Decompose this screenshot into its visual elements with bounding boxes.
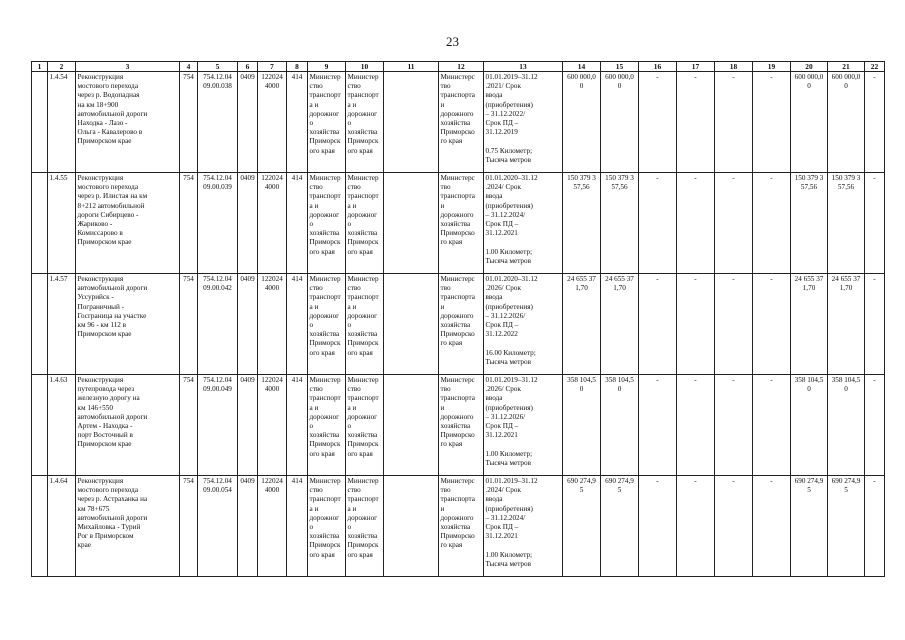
customer: Министер ство транспорт а и дорожног о хозяйства Приморск ого края	[308, 476, 346, 577]
column-header-22: 22	[865, 62, 885, 72]
code-grbs: 754	[180, 274, 198, 375]
column-header-1: 1	[32, 62, 48, 72]
developer: Министер ство транспорт а и дорожног о хозяйства Приморск ого края	[346, 476, 384, 577]
dates-capacity: 01.01.2020–31.12 .2024/ Срок ввода (приобретения) – 31.12.2024/ Срок ПД – 31.12.2021 1.00 Километр; Тысяча метров	[484, 173, 563, 274]
column-header-11: 11	[384, 62, 439, 72]
project-name: Реконструкция путепровода через железную дорогу на км 146+550 автомобильной дороги Артем - Находка - порт Восточный в Приморском крае	[76, 375, 180, 476]
row-number: 1.4.64	[48, 476, 76, 577]
section-code: 0409	[238, 173, 258, 274]
value-19: -	[753, 476, 791, 577]
blank-cell	[384, 375, 439, 476]
object-code: 754.12.04 09.00.038	[198, 72, 238, 173]
column-header-16: 16	[639, 62, 677, 72]
column-header-18: 18	[715, 62, 753, 72]
recipient: Министерс тво транспорта и дорожного хозяйства Приморско го края	[439, 476, 484, 577]
recipient: Министерс тво транспорта и дорожного хозяйства Приморско го края	[439, 274, 484, 375]
value-19: -	[753, 274, 791, 375]
column-header-5: 5	[198, 62, 238, 72]
column-header-17: 17	[677, 62, 715, 72]
table-row	[32, 375, 885, 476]
column-header-3: 3	[76, 62, 180, 72]
value-22: -	[865, 173, 885, 274]
customer: Министер ство транспорт а и дорожног о хозяйства Приморск ого края	[308, 274, 346, 375]
row-blank	[32, 274, 48, 375]
object-code: 754.12.04 09.00.054	[198, 476, 238, 577]
value-20: 600 000,0 0	[791, 72, 828, 173]
customer: Министер ство транспорт а и дорожног о хозяйства Приморск ого края	[308, 375, 346, 476]
column-header-6: 6	[238, 62, 258, 72]
estimated-cost: 600 000,0 0	[563, 72, 601, 173]
table-row	[32, 72, 885, 173]
total-funding: 600 000,0 0	[601, 72, 639, 173]
estimated-cost: 690 274,9 5	[563, 476, 601, 577]
blank-cell	[384, 173, 439, 274]
value-18: -	[715, 72, 753, 173]
code-grbs: 754	[180, 375, 198, 476]
target-item: 122024 4000	[258, 476, 287, 577]
recipient: Министерс тво транспорта и дорожного хозяйства Приморско го края	[439, 375, 484, 476]
project-name: Реконструкция мостового перехода через р. Водопадная на км 18+900 автомобильной дороги Находка - Лазо - Ольга - Кавалерово в Приморском крае	[76, 72, 180, 173]
target-item: 122024 4000	[258, 274, 287, 375]
column-header-2: 2	[48, 62, 76, 72]
section-code: 0409	[238, 375, 258, 476]
recipient: Министерс тво транспорта и дорожного хозяйства Приморско го края	[439, 173, 484, 274]
value-21: 600 000,0 0	[828, 72, 865, 173]
value-19: -	[753, 173, 791, 274]
column-header-9: 9	[308, 62, 346, 72]
developer: Министер ство транспорт а и дорожног о хозяйства Приморск ого края	[346, 375, 384, 476]
expense-type: 414	[287, 274, 308, 375]
row-number: 1.4.55	[48, 173, 76, 274]
table-row	[32, 476, 885, 577]
column-header-21: 21	[828, 62, 865, 72]
value-22: -	[865, 375, 885, 476]
blank-cell	[384, 476, 439, 577]
row-blank	[32, 476, 48, 577]
value-19: -	[753, 72, 791, 173]
developer: Министер ство транспорт а и дорожног о хозяйства Приморск ого края	[346, 173, 384, 274]
total-funding: 24 655 37 1,70	[601, 274, 639, 375]
value-18: -	[715, 375, 753, 476]
total-funding: 150 379 3 57,56	[601, 173, 639, 274]
project-name: Реконструкция мостового перехода через р. Астраханка на км 78+675 автомобильной дороги Михайловка - Турий Рог в Приморском крае	[76, 476, 180, 577]
blank-cell	[384, 72, 439, 173]
value-16: -	[639, 72, 677, 173]
value-18: -	[715, 476, 753, 577]
code-grbs: 754	[180, 72, 198, 173]
expense-type: 414	[287, 72, 308, 173]
value-20: 150 379 3 57,56	[791, 173, 828, 274]
value-16: -	[639, 476, 677, 577]
column-header-4: 4	[180, 62, 198, 72]
expense-type: 414	[287, 375, 308, 476]
dates-capacity: 01.01.2020–31.12 .2026/ Срок ввода (приобретения) – 31.12.2026/ Срок ПД – 31.12.2022 16.00 Километр; Тысяча метров	[484, 274, 563, 375]
value-20: 358 104,5 0	[791, 375, 828, 476]
value-19: -	[753, 375, 791, 476]
project-name: Реконструкция автомобильной дороги Уссурийск - Пограничный - Госграница на участке км 96 - км 112 в Приморском крае	[76, 274, 180, 375]
value-21: 358 104,5 0	[828, 375, 865, 476]
dates-capacity: 01.01.2019–31.12 .2021/ Срок ввода (приобретения) – 31.12.2022/ Срок ПД – 31.12.2019 0.75 Километр; Тысяча метров	[484, 72, 563, 173]
value-16: -	[639, 375, 677, 476]
column-header-8: 8	[287, 62, 308, 72]
target-item: 122024 4000	[258, 173, 287, 274]
column-header-14: 14	[563, 62, 601, 72]
row-number: 1.4.54	[48, 72, 76, 173]
value-17: -	[677, 173, 715, 274]
table-row	[32, 173, 885, 274]
developer: Министер ство транспорт а и дорожног о хозяйства Приморск ого края	[346, 72, 384, 173]
expense-type: 414	[287, 476, 308, 577]
row-number: 1.4.57	[48, 274, 76, 375]
recipient: Министерс тво транспорта и дорожного хозяйства Приморско го края	[439, 72, 484, 173]
investment-table	[31, 61, 885, 577]
dates-capacity: 01.01.2019–31.12 .2026/ Срок ввода (приобретения) – 31.12.2026/ Срок ПД – 31.12.2021 1.00 Километр; Тысяча метров	[484, 375, 563, 476]
total-funding: 358 104,5 0	[601, 375, 639, 476]
row-blank	[32, 375, 48, 476]
estimated-cost: 150 379 3 57,56	[563, 173, 601, 274]
value-22: -	[865, 274, 885, 375]
row-blank	[32, 173, 48, 274]
value-20: 690 274,9 5	[791, 476, 828, 577]
section-code: 0409	[238, 274, 258, 375]
code-grbs: 754	[180, 173, 198, 274]
value-17: -	[677, 476, 715, 577]
object-code: 754.12.04 09.00.039	[198, 173, 238, 274]
code-grbs: 754	[180, 476, 198, 577]
section-code: 0409	[238, 72, 258, 173]
column-header-12: 12	[439, 62, 484, 72]
expense-type: 414	[287, 173, 308, 274]
column-header-15: 15	[601, 62, 639, 72]
column-header-13: 13	[484, 62, 563, 72]
object-code: 754.12.04 09.00.042	[198, 274, 238, 375]
column-header-19: 19	[753, 62, 791, 72]
table-row	[32, 274, 885, 375]
value-18: -	[715, 173, 753, 274]
value-22: -	[865, 476, 885, 577]
column-header-20: 20	[791, 62, 828, 72]
value-21: 690 274,9 5	[828, 476, 865, 577]
target-item: 122024 4000	[258, 375, 287, 476]
value-17: -	[677, 375, 715, 476]
customer: Министер ство транспорт а и дорожног о хозяйства Приморск ого края	[308, 72, 346, 173]
target-item: 122024 4000	[258, 72, 287, 173]
project-name: Реконструкция мостового перехода через р. Илистая на км 8+212 автомобильной дороги Сибирцево - Жариково - Комиссарово в Приморском крае	[76, 173, 180, 274]
estimated-cost: 24 655 37 1,70	[563, 274, 601, 375]
row-blank	[32, 72, 48, 173]
blank-cell	[384, 274, 439, 375]
value-16: -	[639, 173, 677, 274]
value-21: 24 655 37 1,70	[828, 274, 865, 375]
value-20: 24 655 37 1,70	[791, 274, 828, 375]
value-17: -	[677, 72, 715, 173]
value-16: -	[639, 274, 677, 375]
total-funding: 690 274,9 5	[601, 476, 639, 577]
column-header-10: 10	[346, 62, 384, 72]
object-code: 754.12.04 09.00.049	[198, 375, 238, 476]
value-22: -	[865, 72, 885, 173]
column-number-row	[32, 62, 885, 72]
value-21: 150 379 3 57,56	[828, 173, 865, 274]
estimated-cost: 358 104,5 0	[563, 375, 601, 476]
value-17: -	[677, 274, 715, 375]
column-header-7: 7	[258, 62, 287, 72]
value-18: -	[715, 274, 753, 375]
section-code: 0409	[238, 476, 258, 577]
row-number: 1.4.63	[48, 375, 76, 476]
dates-capacity: 01.01.2019–31.12 .2024/ Срок ввода (приобретения) – 31.12.2024/ Срок ПД – 31.12.2021 1.00 Километр; Тысяча метров	[484, 476, 563, 577]
page-number: 23	[446, 34, 459, 49]
customer: Министер ство транспорт а и дорожног о хозяйства Приморск ого края	[308, 173, 346, 274]
developer: Министер ство транспорт а и дорожног о хозяйства Приморск ого края	[346, 274, 384, 375]
